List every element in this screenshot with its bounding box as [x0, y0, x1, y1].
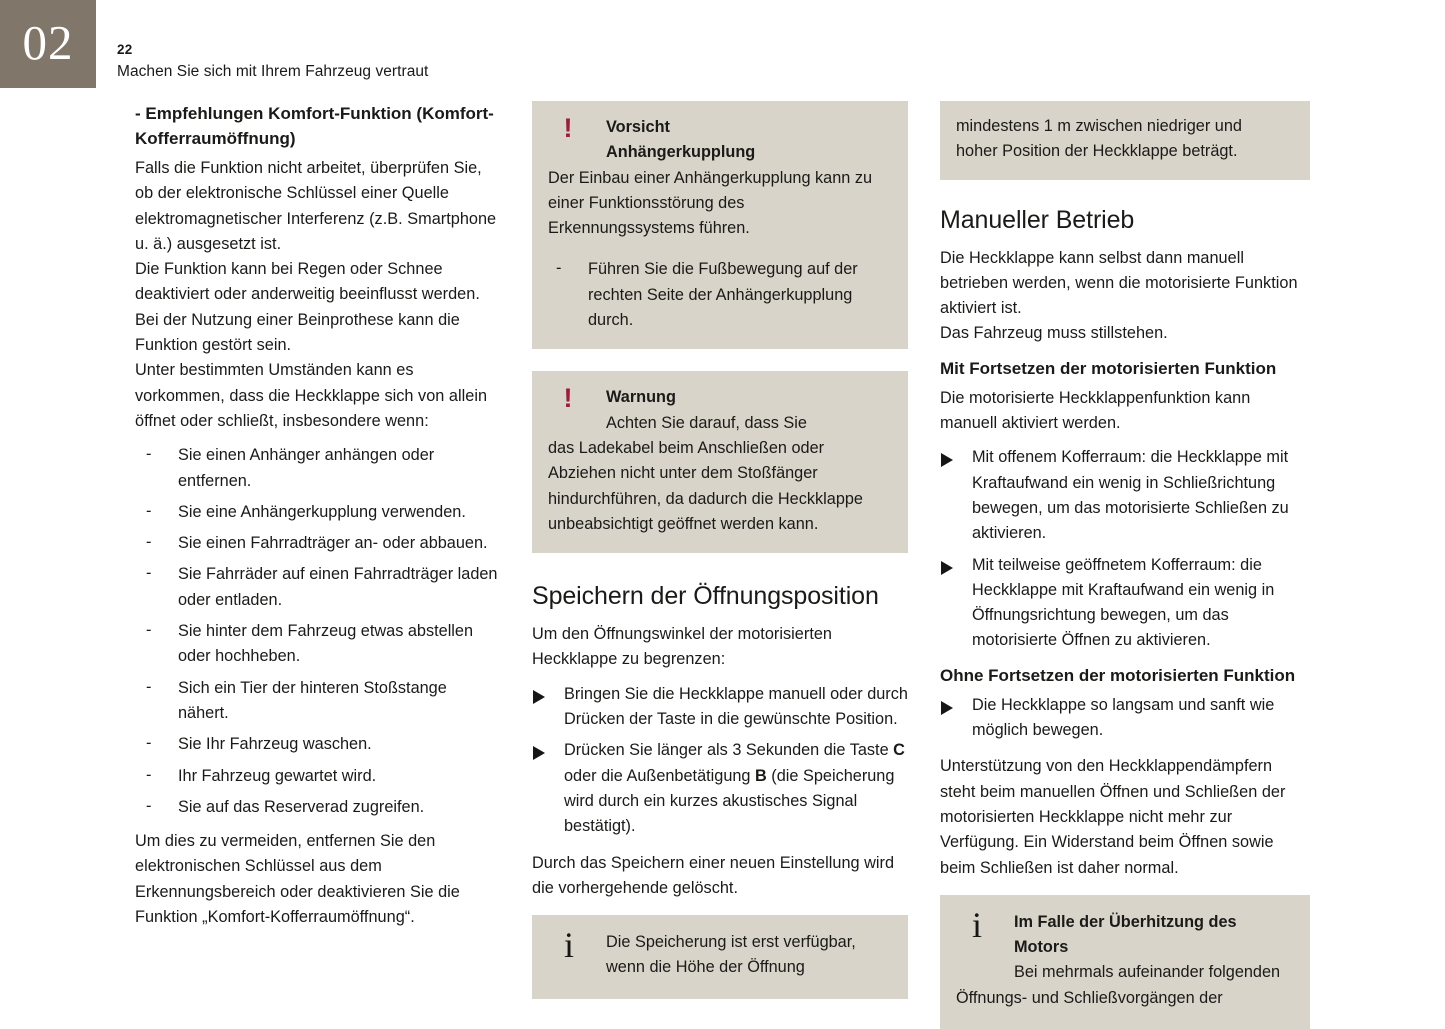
info-callout-ueberhitzung: [940, 895, 1310, 1029]
list-item-label: Bringen Sie die Heckklappe manuell oder durch Drücken der Taste in die gewünschte Position.: [564, 684, 908, 729]
paragraph-vermeiden: Um dies zu vermeiden, entfernen Sie den elektronischen Schlüssel aus dem Erkennungsbereich oder deaktivieren Sie die Funktion „Komfort-Kofferraumöffnung“.: [135, 832, 460, 927]
paragraph-daempfer: Unterstützung von den Heckklappendämpfern steht beim manuellen Öffnen und Schließen der motorisierten Heckklappe nicht mehr zur Verfügung. Ein Widerstand beim Öffnen sowie beim Schließen ist daher normal.: [940, 757, 1286, 877]
column-one: [135, 101, 500, 939]
caution-subtitle: Anhängerkupplung: [606, 143, 756, 162]
triangle-bullet-icon: [533, 690, 545, 704]
paragraph-stillstehen: Das Fahrzeug muss stillstehen.: [940, 324, 1168, 343]
list-item: - Sie hinter dem Fahrzeug etwas abstellen oder hochheben.: [135, 619, 500, 670]
paragraph-speichern-neu: Durch das Speichern einer neuen Einstellung wird die vorhergehende gelöscht.: [532, 853, 895, 897]
running-head: [117, 41, 637, 82]
list-item: - Sie eine Anhängerkupplung verwenden.: [135, 500, 500, 525]
steps-ohne-fortsetzen: [940, 693, 1310, 744]
paragraph-interferenz: Falls die Funktion nicht arbeitet, überprüfen Sie, ob der elektronische Schlüssel einer Quelle elektromagnetischer Interferenz (z.B. Smartphone u. ä.) ausgesetzt ist.: [135, 159, 497, 253]
list-item: [940, 553, 1310, 654]
column-three: [940, 101, 1310, 1029]
info-line-1: Die Speicherung ist erst verfügbar,: [606, 933, 856, 952]
list-item: - Sie einen Fahrradträger an- oder abbauen.: [135, 531, 500, 556]
chapter-number: 02: [22, 14, 74, 70]
list-item-label: Mit teilweise geöffnetem Kofferraum: die Heckklappe mit Kraftaufwand ein wenig in Öffnungsrichtung bewegen, um das motorisierte Öffnen zu aktivieren.: [972, 555, 1275, 650]
section-heading-empfehlungen: - Empfehlungen Komfort-Funktion (Komfort-Kofferraumöffnung): [135, 104, 494, 148]
list-item: [940, 693, 1310, 744]
steps-speichern: [532, 682, 908, 840]
continued-line-2: hoher Position der Heckklappe beträgt.: [956, 142, 1238, 161]
list-umstaende: [135, 443, 500, 820]
info-callout-continued: [940, 101, 1310, 180]
continued-line-1: mindestens 1 m zwischen niedriger und: [956, 117, 1242, 135]
warning-body-lead: Achten Sie darauf, dass Sie: [606, 413, 807, 432]
info-line-2: Öffnungs- und Schließvorgängen der: [956, 988, 1223, 1007]
breadcrumb: Machen Sie sich mit Ihrem Fahrzeug vertraut: [117, 63, 429, 80]
paragraph-heckklappenfunktion: Die motorisierte Heckklappenfunktion kann manuell aktiviert werden.: [940, 388, 1251, 433]
triangle-bullet-icon: [941, 453, 953, 467]
info-line-1: Bei mehrmals aufeinander folgenden: [1014, 963, 1281, 982]
list-item: - Sie auf das Reserverad zugreifen.: [135, 795, 500, 820]
triangle-bullet-icon: [941, 701, 953, 715]
warning-callout: [532, 371, 908, 553]
page-number: 22: [117, 42, 133, 57]
list-item: - Sie Fahrräder auf einen Fahrradträger laden oder entladen.: [135, 562, 500, 613]
chapter-tab: [0, 0, 96, 88]
info-icon: i: [971, 904, 982, 945]
column-two: [532, 101, 908, 999]
section-heading-speichern: Speichern der Öffnungsposition: [532, 582, 879, 611]
exclamation-icon: !: [563, 383, 573, 414]
caution-list: [548, 257, 892, 333]
list-item: [940, 445, 1310, 546]
warning-body: das Ladekabel beim Anschließen oder Abziehen nicht unter dem Stoßfänger hindurchführen, da dadurch die Heckklappe unbeabsichtigt geöffnet werden kann.: [548, 438, 863, 533]
list-item-label: Die Heckklappe so langsam und sanft wie möglich bewegen.: [972, 695, 1275, 740]
paragraph-beinprothese: Bei der Nutzung einer Beinprothese kann die Funktion gestört sein.: [135, 310, 460, 355]
list-item: [532, 738, 908, 839]
subheading-mit-fortsetzen: Mit Fortsetzen der motorisierten Funktion: [940, 358, 1277, 378]
list-item: - Sie einen Anhänger anhängen oder entfernen.: [135, 443, 500, 494]
info-callout-speicherung: [532, 915, 908, 999]
info-title: Im Falle der Überhitzung des Motors: [1014, 912, 1237, 957]
caution-title: Vorsicht: [606, 118, 670, 136]
subheading-ohne-fortsetzen: Ohne Fortsetzen der motorisierten Funktion: [940, 665, 1296, 685]
warning-title: Warnung: [606, 388, 676, 407]
paragraph-umstaende: Unter bestimmten Umständen kann es vorkommen, dass die Heckklappe sich von allein öffnet oder schließt, insbesondere wenn:: [135, 361, 488, 430]
triangle-bullet-icon: [941, 561, 953, 575]
list-item: - Führen Sie die Fußbewegung auf der rechten Seite der Anhängerkupplung durch.: [548, 257, 892, 333]
exclamation-icon: !: [563, 113, 573, 143]
info-icon: i: [563, 925, 574, 966]
list-item: - Ihr Fahrzeug gewartet wird.: [135, 764, 500, 789]
caution-callout: [532, 101, 908, 349]
paragraph-oeffnungswinkel: Um den Öffnungswinkel der motorisierten Heckklappe zu begrenzen:: [532, 625, 833, 669]
list-item-label: Drücken Sie länger als 3 Sekunden die Taste C oder die Außenbetätigung B (die Speicherung wird durch ein kurzes akustisches Signal bestätigt).: [564, 741, 905, 836]
info-line-2: wenn die Höhe der Öffnung: [606, 958, 805, 977]
paragraph-manuell: Die Heckklappe kann selbst dann manuell betrieben werden, wenn die motorisierte Funktion aktiviert ist.: [940, 248, 1298, 318]
caution-body: Der Einbau einer Anhängerkupplung kann zu einer Funktionsstörung des Erkennungssystems führen.: [548, 168, 873, 238]
steps-mit-fortsetzen: [940, 445, 1310, 653]
list-item: - Sich ein Tier der hinteren Stoßstange nähert.: [135, 676, 500, 727]
paragraph-regen-schnee: Die Funktion kann bei Regen oder Schnee deaktiviert oder anderweitig beeinflusst werden.: [135, 260, 480, 304]
list-item: [532, 682, 908, 733]
list-item-label: Mit offenem Kofferraum: die Heckklappe mit Kraftaufwand ein wenig in Schließrichtung bewegen, um das motorisierte Schließen zu aktivieren.: [972, 448, 1289, 543]
triangle-bullet-icon: [533, 746, 545, 760]
section-heading-manueller-betrieb: Manueller Betrieb: [940, 205, 1135, 234]
list-item: - Sie Ihr Fahrzeug waschen.: [135, 732, 500, 757]
